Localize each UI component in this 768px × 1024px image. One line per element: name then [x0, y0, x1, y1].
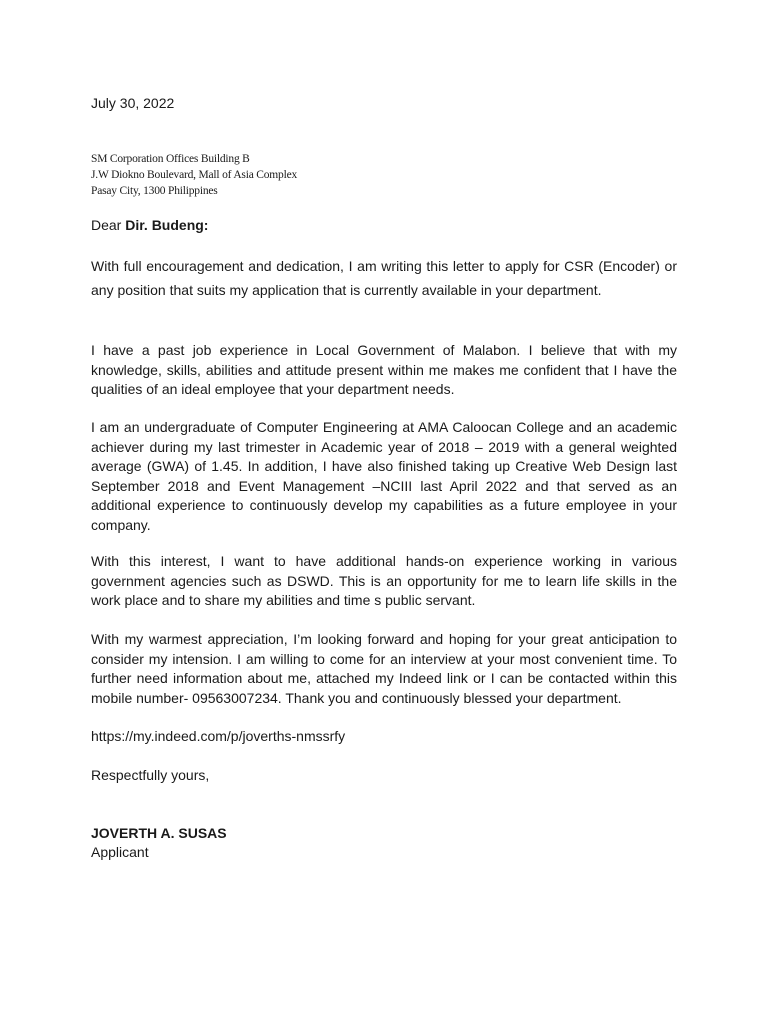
closing: Respectfully yours,: [91, 767, 210, 783]
indeed-link[interactable]: https://my.indeed.com/p/joverths-nmssrfy: [91, 728, 346, 744]
letter-date: July 30, 2022: [91, 95, 175, 111]
address-line-3: Pasay City, 1300 Philippines: [91, 185, 218, 197]
salutation-recipient: Dir. Budeng:: [125, 217, 209, 233]
paragraph-appreciation: With my warmest appreciation, I’m looking forward and hoping for your great anticipation to consider my intension. I am willing to come for an interview at your most convenient time. To further need information about me, attached my Indeed link or I can be contacted within this mobile number- 09563007234. Thank you and continuously blessed your department.: [91, 631, 677, 706]
paragraph-experience: I have a past job experience in Local Government of Malabon. I believe that with my knowledge, skills, abilities and attitude present within me makes me confident that I have the qualities of an ideal employee that your department needs.: [91, 342, 677, 397]
paragraph-interest: With this interest, I want to have additional hands-on experience working in various government agencies such as DSWD. This is an opportunity for me to learn life skills in the work place and to share my abilities and time s public servant.: [91, 553, 677, 608]
paragraph-education: I am an undergraduate of Computer Engineering at AMA Caloocan College and an academic achiever during my last trimester in Academic year of 2018 – 2019 with a general weighted average (GWA) of 1.45. In addition, I have also finished taking up Creative Web Design last September 2018 and Event Management –NCIII last April 2022 and that served as an additional experience to continuously develop my capabilities as a future employee in your company.: [91, 419, 677, 533]
paragraph-intro: With full encouragement and dedication, I am writing this letter to apply for CSR (Encoder) or any position that suits my application that is currently available in your department.: [91, 258, 677, 298]
address-line-2: J.W Diokno Boulevard, Mall of Asia Complex: [91, 169, 298, 181]
signature-name: JOVERTH A. SUSAS: [91, 825, 227, 841]
address-line-1: SM Corporation Offices Building B: [91, 153, 250, 165]
signature-title: Applicant: [91, 844, 149, 860]
recipient-address: [91, 151, 297, 199]
salutation-greeting: Dear: [91, 217, 126, 233]
salutation: [91, 216, 208, 234]
